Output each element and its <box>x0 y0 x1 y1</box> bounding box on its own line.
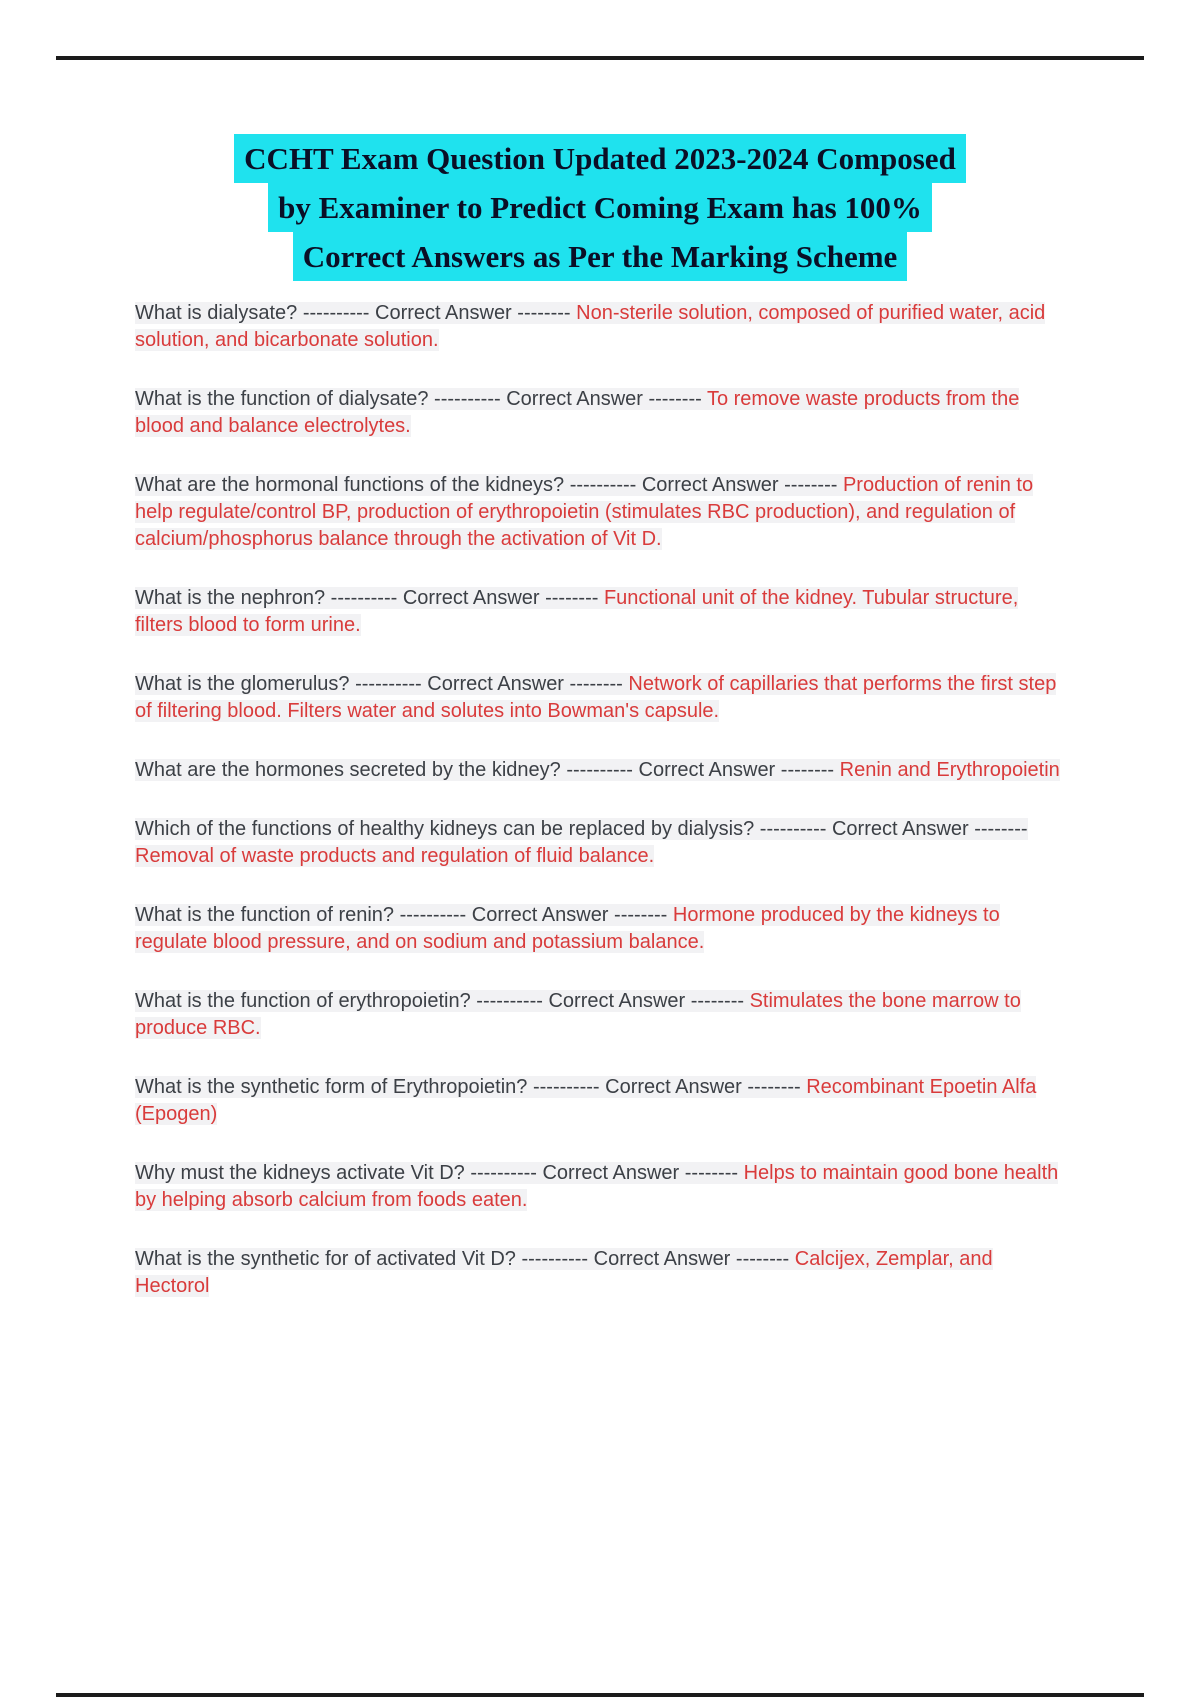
answer-text: Recombinant Epoetin Alfa (Epogen) <box>135 1076 1037 1125</box>
qa-item-text <box>135 302 1045 351</box>
page-title-text: Correct Answers as Per the Marking Scheme <box>293 232 908 281</box>
correct-answer-separator: ---------- Correct Answer -------- <box>325 587 604 609</box>
correct-answer-separator: ---------- Correct Answer -------- <box>564 474 843 496</box>
qa-item-text <box>135 759 1060 781</box>
page-title-line <box>0 134 1200 183</box>
question-text: What is the synthetic form of Erythropoietin? <box>135 1076 528 1098</box>
correct-answer-separator: ---------- Correct Answer -------- <box>754 818 1028 840</box>
page-title-line <box>0 232 1200 281</box>
qa-item <box>135 386 1065 440</box>
qa-item-text <box>135 818 1028 867</box>
qa-item-text <box>135 904 1000 953</box>
correct-answer-separator: ---------- Correct Answer -------- <box>470 990 750 1012</box>
page-title-line <box>0 183 1200 232</box>
qa-item-text <box>135 1162 1058 1211</box>
qa-item-text <box>135 673 1056 722</box>
qa-item <box>135 816 1065 870</box>
page-title <box>0 134 1200 281</box>
correct-answer-separator: ---------- Correct Answer -------- <box>527 1076 807 1098</box>
question-text: What is the function of erythropoietin? <box>135 990 471 1012</box>
qa-item-text <box>135 990 1021 1039</box>
qa-item <box>135 1074 1065 1128</box>
qa-item <box>135 585 1065 639</box>
qa-item <box>135 1160 1065 1214</box>
qa-item-text <box>135 587 1018 636</box>
answer-text: Stimulates the bone marrow to produce RBC. <box>135 990 1021 1039</box>
page-title-text: by Examiner to Predict Coming Exam has 100% <box>268 183 932 232</box>
answer-text: Network of capillaries that performs the first step of filtering blood. Filters water and solutes into Bowman's capsule. <box>135 673 1057 722</box>
qa-item <box>135 472 1065 553</box>
qa-item <box>135 988 1065 1042</box>
answer-text: Hormone produced by the kidneys to regulate blood pressure, and on sodium and potassium balance. <box>135 904 1000 953</box>
answer-text: Renin and Erythropoietin <box>839 759 1060 781</box>
answer-text: Helps to maintain good bone health by helping absorb calcium from foods eaten. <box>135 1162 1059 1211</box>
qa-item-text <box>135 388 1019 437</box>
answer-text: Calcijex, Zemplar, and Hectorol <box>135 1248 993 1297</box>
correct-answer-separator: ---------- Correct Answer -------- <box>297 302 577 324</box>
qa-item <box>135 671 1065 725</box>
answer-text: To remove waste products from the blood and balance electrolytes. <box>135 388 1020 437</box>
question-text: What are the hormones secreted by the kidney? <box>135 759 561 781</box>
correct-answer-separator: ---------- Correct Answer -------- <box>349 673 629 695</box>
qa-item-text <box>135 1248 993 1297</box>
qa-item <box>135 757 1065 784</box>
question-text: What is the function of dialysate? <box>135 388 429 410</box>
question-text: Which of the functions of healthy kidneys can be replaced by dialysis? <box>135 818 755 840</box>
qa-list <box>135 300 1065 1332</box>
qa-item-text <box>135 1076 1036 1125</box>
qa-item <box>135 300 1065 354</box>
question-text: What is the nephron? <box>135 587 326 609</box>
qa-item-text <box>135 474 1033 550</box>
question-text: What is the synthetic for of activated Vit D? <box>135 1248 516 1270</box>
page-title-text: CCHT Exam Question Updated 2023-2024 Composed <box>234 134 966 183</box>
question-text: What is dialysate? <box>135 302 298 324</box>
qa-item <box>135 1246 1065 1300</box>
top-rule <box>56 56 1144 60</box>
correct-answer-separator: ---------- Correct Answer -------- <box>394 904 673 926</box>
answer-text: Functional unit of the kidney. Tubular structure, filters blood to form urine. <box>135 587 1019 636</box>
bottom-rule <box>56 1693 1144 1697</box>
correct-answer-separator: ---------- Correct Answer -------- <box>464 1162 744 1184</box>
correct-answer-separator: ---------- Correct Answer -------- <box>515 1248 795 1270</box>
correct-answer-separator: ---------- Correct Answer -------- <box>560 759 840 781</box>
correct-answer-separator: ---------- Correct Answer -------- <box>428 388 707 410</box>
answer-text: Production of renin to help regulate/control BP, production of erythropoietin (stimulates RBC production), and regulation of calcium/phosphorus balance through the activation of Vit D. <box>135 474 1034 550</box>
question-text: What are the hormonal functions of the kidneys? <box>135 474 565 496</box>
answer-text: Non-sterile solution, composed of purified water, acid solution, and bicarbonate solution. <box>135 302 1046 351</box>
question-text: Why must the kidneys activate Vit D? <box>135 1162 465 1184</box>
question-text: What is the glomerulus? <box>135 673 350 695</box>
question-text: What is the function of renin? <box>135 904 395 926</box>
qa-item <box>135 902 1065 956</box>
answer-text: Removal of waste products and regulation of fluid balance. <box>135 845 655 867</box>
